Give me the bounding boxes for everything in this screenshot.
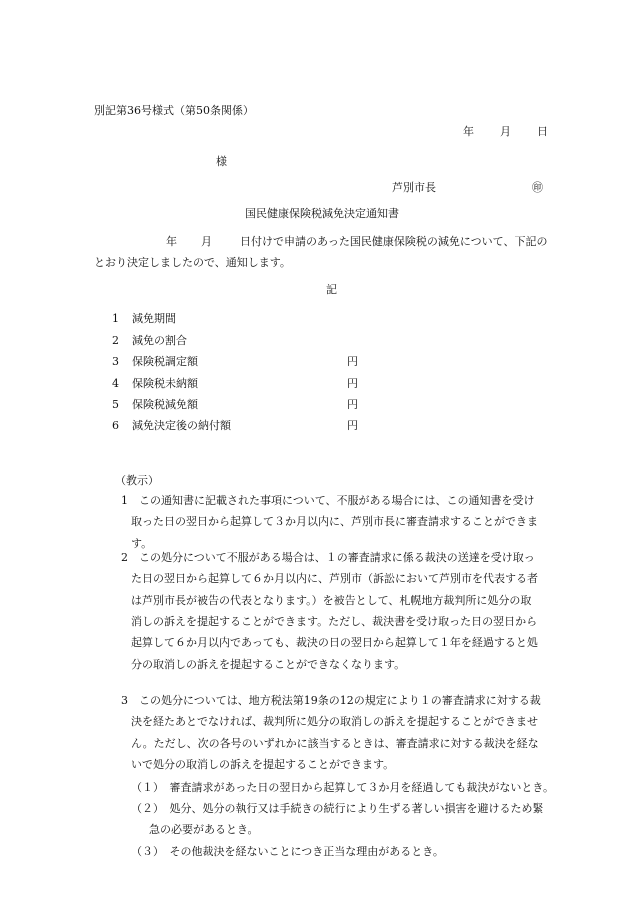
item-label: 保険税減免額	[132, 398, 198, 411]
item-row	[0, 377, 630, 393]
intro-text-line2: とおり決定しましたので、通知します。	[94, 256, 291, 269]
kyouji-para3-line: ん。ただし、次の各号のいずれかに該当するときは、審査請求に対する裁決を経な	[131, 736, 539, 750]
item-unit: 円	[347, 398, 358, 411]
date-day-label: 日	[537, 125, 548, 138]
item-unit: 円	[347, 377, 358, 390]
item-unit: 円	[347, 355, 358, 368]
item-row	[0, 419, 630, 435]
item-number: 5	[112, 398, 119, 411]
kyouji-para3-line: いで処分の取消しの訴えを提起することができます。	[131, 757, 395, 771]
kyouji-para2-line: た日の翌日から起算して６か月以内に、芦別市（訴訟において芦別市を代表する者	[131, 572, 538, 586]
date-month-label: 月	[500, 125, 511, 138]
item-label: 減免期間	[132, 312, 176, 325]
addressee-honorific: 様	[216, 155, 227, 168]
intro-year-label: 年	[166, 235, 177, 248]
form-header: 別記第36号様式（第50条関係）	[94, 104, 254, 117]
kyouji-para2-line: 2 この処分について不服がある場合は、１の審査請求に係る裁決の送達を受け取っ	[121, 551, 535, 564]
document-title: 国民健康保険税減免決定通知書	[245, 207, 399, 220]
item-number: 4	[112, 377, 119, 390]
item-number: 3	[112, 355, 119, 368]
item-number: 1	[112, 312, 119, 325]
item-number: 6	[112, 419, 119, 432]
item-label: 保険税調定額	[132, 355, 198, 368]
kyouji-para2-line: 起算して６か月以内であっても、裁決の日の翌日から起算して１年を経過すると処	[131, 636, 538, 650]
kyouji-sub2-line: 急の必要があるとき。	[149, 823, 259, 837]
kyouji-sub1-line: （１） 審査請求があった日の翌日から起算して３か月を経過しても裁決がないとき。	[131, 781, 554, 794]
item-number: 2	[112, 334, 119, 347]
item-row	[0, 334, 630, 350]
item-label: 減免決定後の納付額	[132, 419, 231, 432]
intro-month-label: 月	[201, 235, 212, 248]
item-unit: 円	[347, 419, 358, 432]
kyouji-para2-line: は芦別市長が被告の代表となります。）を被告として、札幌地方裁判所に処分の取	[131, 593, 532, 607]
item-row	[0, 398, 630, 414]
kyouji-para2-line: 消しの訴えを提起することができます。ただし、裁決書を受け取った日の翌日から	[131, 614, 538, 628]
kyouji-para3-line: 決を経たあとでなければ、裁判所に処分の取消しの訴えを提起することができませ	[131, 715, 538, 729]
kyouji-heading: （教示）	[115, 474, 159, 487]
seal-mark: ㊞	[532, 181, 543, 194]
kyouji-para1-line: 1 この通知書に記載された事項について、不服がある場合には、この通知書を受け	[121, 494, 535, 507]
ki-heading: 記	[326, 283, 337, 296]
kyouji-para3-line: 3 この処分については、地方税法第19条の12の規定により１の審査請求に対する裁	[121, 694, 541, 707]
item-label: 保険税未納額	[132, 377, 198, 390]
kyouji-sub3-line: （３） その他裁決を経ないことにつき正当な理由があるとき。	[131, 845, 444, 858]
kyouji-para2-line: 分の取消しの訴えを提起することができなくなります。	[131, 657, 406, 671]
item-row	[0, 355, 630, 371]
date-year-label: 年	[463, 125, 474, 138]
item-row	[0, 312, 630, 328]
kyouji-para1-line: す。	[131, 536, 153, 550]
item-label: 減免の割合	[132, 334, 187, 347]
intro-text-line1: 日付けで申請のあった国民健康保険税の減免について、下記の	[240, 235, 548, 248]
kyouji-para1-line: 取った日の翌日から起算して３か月以内に、芦別市長に審査請求することができま	[131, 515, 538, 529]
issuer-name: 芦別市長	[392, 181, 436, 194]
kyouji-sub2-line: （２） 処分、処分の執行又は手続きの続行により生ずる著しい損害を避けるため緊	[131, 802, 544, 815]
